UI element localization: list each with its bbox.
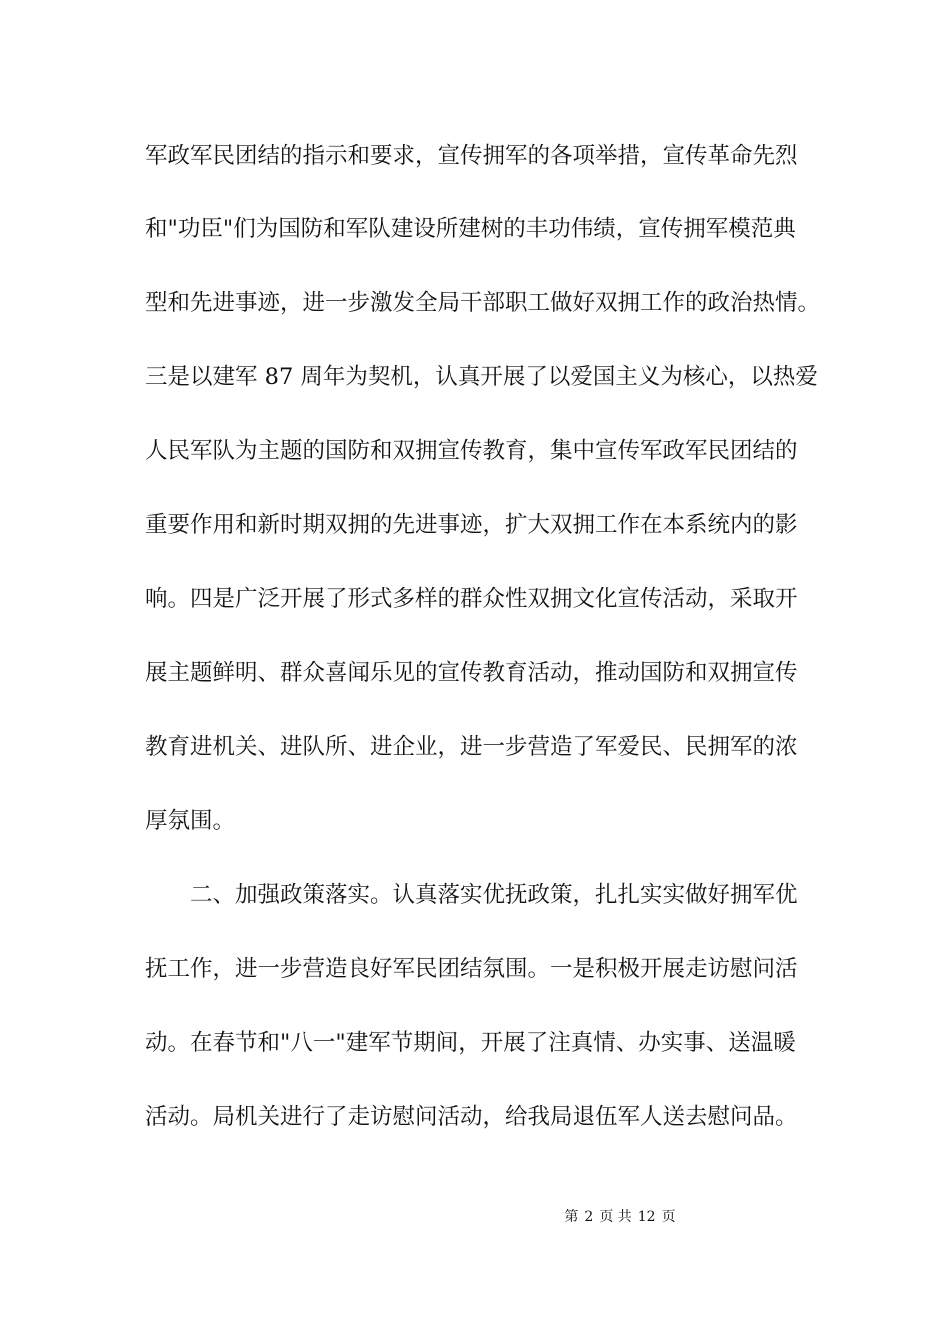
page-footer [0,1207,950,1227]
text-line-10: 厚氛围。 [145,808,236,834]
text-line-3: 型和先进事迹，进一步激发全局干部职工做好双拥工作的政治热情。 [145,290,821,316]
text-line-5: 人民军队为主题的国防和双拥宣传教育，集中宣传军政军民团结的 [145,438,798,464]
text-line-7: 响。四是广泛开展了形式多样的群众性双拥文化宣传活动，采取开 [145,586,798,612]
text-line-8: 展主题鲜明、群众喜闻乐见的宣传教育活动，推动国防和双拥宣传 [145,660,798,686]
paragraph-2-first-line: 二、加强政策落实。认真落实优抚政策，扎扎实实做好拥军优 [190,882,798,908]
text-line-6: 重要作用和新时期双拥的先进事迹，扩大双拥工作在本系统内的影 [145,512,798,538]
text-line-4: 三是以建军 87 周年为契机，认真开展了以爱国主义为核心，以热爱 [145,364,818,390]
text-line-13: 动。在春节和"八一"建军节期间，开展了注真情、办实事、送温暖 [145,1030,796,1056]
footer-suffix: 页 [661,1209,676,1225]
text-line-14: 活动。局机关进行了走访慰问活动，给我局退伍军人送去慰问品。 [145,1104,798,1130]
footer-total-pages: 12 [637,1209,656,1225]
footer-prefix: 第 [564,1209,579,1225]
footer-middle: 页 共 [599,1209,632,1225]
text-line-1: 军政军民团结的指示和要求，宣传拥军的各项举措，宣传革命先烈 [145,143,798,169]
text-line-2: 和"功臣"们为国防和军队建设所建树的丰功伟绩，宣传拥军模范典 [145,216,796,242]
text-line-12: 抚工作，进一步营造良好军民团结氛围。一是积极开展走访慰问活 [145,956,798,982]
text-line-9: 教育进机关、进队所、进企业，进一步营造了军爱民、民拥军的浓 [145,734,798,760]
footer-current-page: 2 [584,1209,594,1225]
